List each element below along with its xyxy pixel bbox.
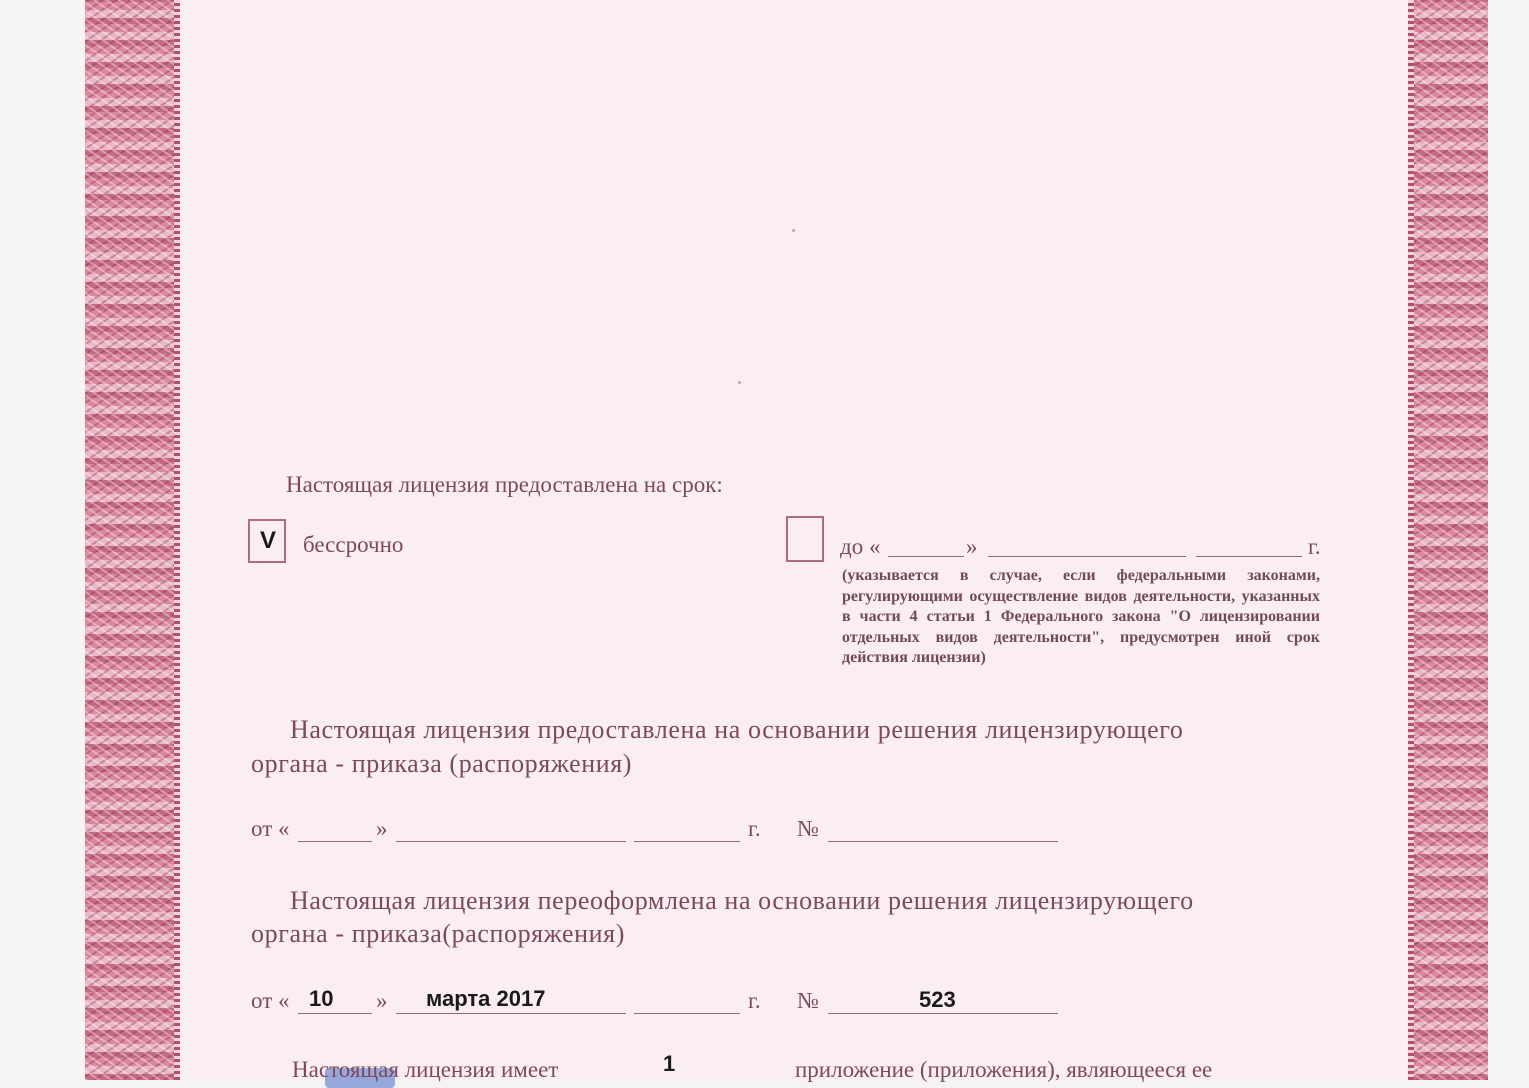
until-month-line [988, 556, 1186, 557]
appendix-count: 1 [663, 1051, 676, 1076]
granted-year-line [634, 841, 740, 842]
reissued-year-line [634, 1013, 740, 1014]
granted-basis-line2: органа - приказа (распоряжения) [251, 749, 633, 778]
appendix-text-end: приложение (приложения), являющееся ее [795, 1057, 1213, 1082]
granted-number-label: № [797, 816, 819, 841]
ornamental-border-left [85, 0, 180, 1080]
until-date-checkbox[interactable] [786, 516, 824, 562]
granted-date-prefix: от « [251, 816, 290, 841]
reissued-year-suffix: г. [748, 988, 761, 1013]
reissued-month-year: марта 2017 [426, 986, 546, 1011]
checkmark-v: V [260, 527, 277, 554]
perpetual-checkbox[interactable] [248, 519, 286, 563]
until-year-line [1196, 556, 1302, 557]
until-day-line [888, 556, 964, 557]
reissued-date-prefix: от « [251, 988, 290, 1013]
reissued-basis-line2: органа - приказа(распоряжения) [251, 919, 625, 948]
reissued-quote-close: » [376, 988, 388, 1013]
until-quote-close: » [966, 534, 978, 559]
reissued-number-label: № [797, 988, 819, 1013]
term-heading: Настоящая лицензия предоставлена на срок: [286, 472, 723, 497]
speck [792, 229, 795, 232]
ornamental-border-right [1408, 0, 1488, 1080]
reissued-day: 10 [309, 986, 334, 1011]
granted-month-line [396, 841, 626, 842]
granted-basis-line1: Настоящая лицензия предоставлена на основании решения лицензирующего [290, 715, 1184, 744]
reissued-day-line [298, 1013, 372, 1014]
until-prefix: до « [840, 534, 881, 559]
until-year-suffix: г. [1308, 534, 1321, 559]
term-note: (указывается в случае, если федеральными законами, регулирующими осуществление видов деятельности, указанных в части 4 статьи 1 Федерального закона "О лицензировании отдельных видов деятельности", предусмотрен иной срок действия лицензии) [842, 567, 1320, 666]
scan-margin-right [1488, 0, 1529, 1080]
granted-year-suffix: г. [748, 816, 761, 841]
reissued-number-line [828, 1013, 1058, 1014]
perpetual-label: бессрочно [303, 532, 404, 557]
granted-day-line [298, 841, 372, 842]
scan-margin-left [0, 0, 85, 1080]
reissued-basis-line1: Настоящая лицензия переоформлена на основании решения лицензирующего [290, 886, 1194, 915]
granted-number-line [828, 841, 1058, 842]
granted-quote-close: » [376, 816, 388, 841]
speck [738, 381, 741, 384]
reissued-number: 523 [919, 987, 956, 1012]
reissued-month-line [396, 1013, 626, 1014]
appendix-text-start: Настоящая лицензия имеет [292, 1057, 559, 1082]
